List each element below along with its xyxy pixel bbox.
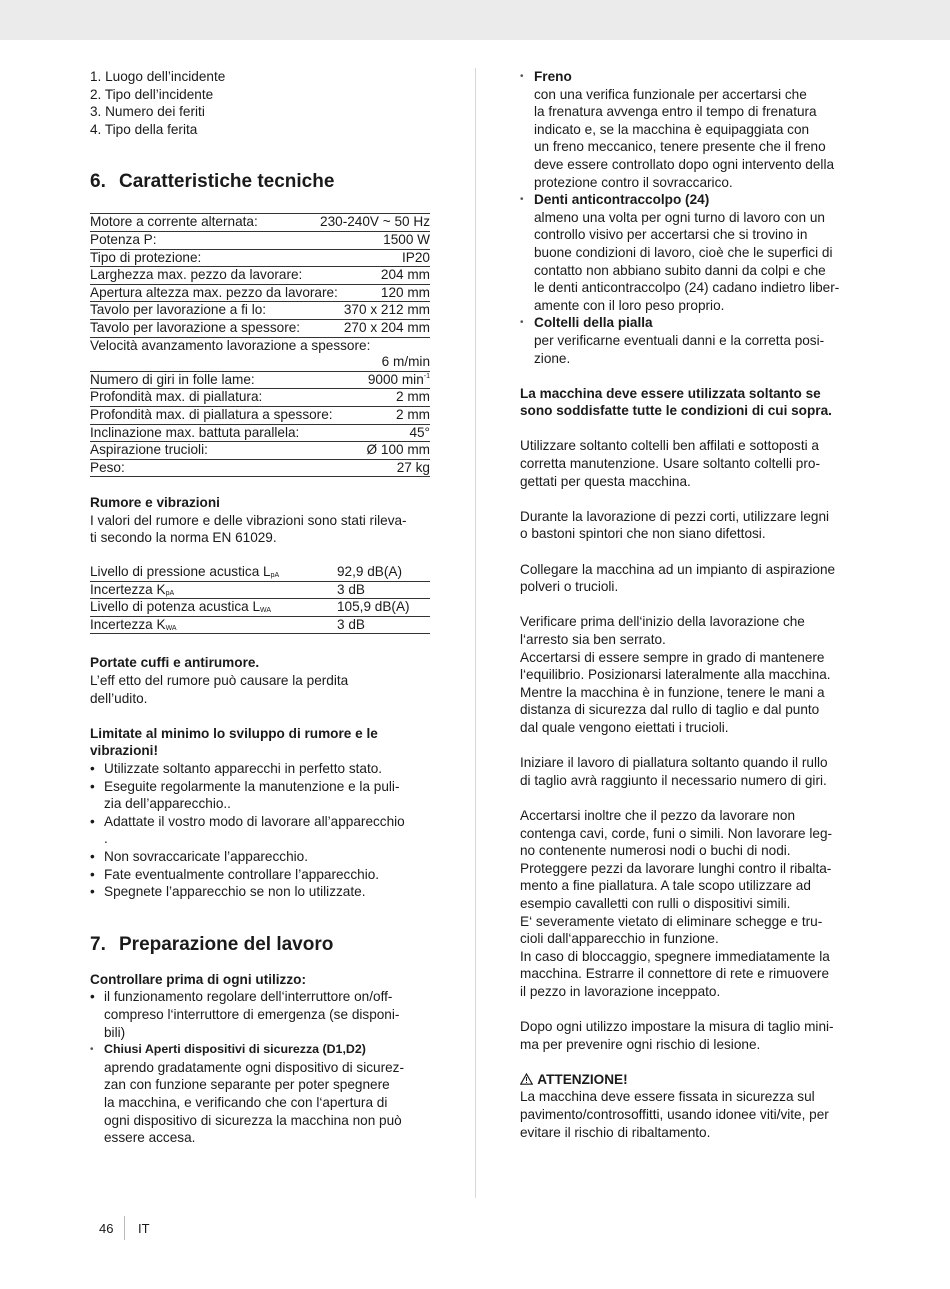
- list-item: [520, 68, 862, 191]
- spec-label: Motore a corrente alternata:: [90, 214, 258, 230]
- paragraph-line: l‘arresto sia ben serrato.: [520, 632, 666, 647]
- list-item-line: almeno una volta per ogni turno di lavoro con un: [534, 209, 825, 225]
- list-item: 3. Numero dei feriti: [90, 104, 205, 120]
- spec-row: [90, 285, 430, 303]
- spec-row: [90, 425, 430, 443]
- section-number: 7.: [90, 933, 106, 955]
- paragraph-line: dal quale vengono eiettati i trucioli.: [520, 719, 729, 735]
- paragraph-line: Proteggere pezzi da lavorare lunghi contro il ribalta-: [520, 860, 832, 876]
- noise-value: 105,9 dB(A): [337, 599, 410, 615]
- list-item: [90, 848, 430, 866]
- list-item: [90, 866, 430, 884]
- bullet-dot-icon: •: [90, 884, 95, 900]
- spec-row: [90, 354, 430, 372]
- spec-label: Tavolo per lavorazione a spessore:: [90, 319, 301, 335]
- noise-table: [90, 564, 430, 634]
- list-item-line: contatto non abbiano subito danni da colpi e che: [534, 262, 826, 278]
- paragraph-line: macchina. Estrarre il connettore di rete e rimuovere: [520, 966, 830, 982]
- paragraph-line: La macchina deve essere fissata in sicurezza sul: [520, 1089, 815, 1105]
- spec-label: Peso:: [90, 459, 125, 475]
- noise-text-line: ti secondo la norma EN 61029.: [90, 530, 277, 546]
- paragraph: [520, 561, 862, 596]
- noise-label-sub: WA: [165, 624, 177, 632]
- list-item: 2. Tipo dell’incidente: [90, 86, 214, 102]
- list-item-line: la macchina, e verificando che con l‘apertura di: [104, 1094, 388, 1110]
- spec-value-text: 9000 min: [367, 371, 424, 387]
- spec-row: [90, 338, 430, 355]
- list-item-text: [534, 191, 862, 314]
- spec-value: 45°: [409, 424, 430, 440]
- list-item-line: .: [104, 831, 108, 847]
- bullet-dot-icon: •: [90, 761, 95, 776]
- list-item-line: zione.: [534, 350, 571, 366]
- paragraph-line: di taglio avrà raggiunto il necessario numero di giri.: [520, 772, 827, 788]
- spec-row: [90, 250, 430, 268]
- list-item-text: [534, 68, 862, 191]
- noise-label-sub: WA: [260, 607, 272, 615]
- list-item-text: [104, 1041, 430, 1147]
- list-item-text: [104, 988, 430, 1041]
- list-item: 1. Luogo dell’incidente: [90, 69, 226, 84]
- bullet-dot-icon: •: [90, 778, 95, 794]
- paragraph: [520, 1018, 862, 1053]
- column-divider: [475, 68, 476, 1198]
- spec-value: 230-240V ~ 50 Hz: [320, 214, 430, 230]
- ear-text-line: dell’udito.: [90, 690, 148, 706]
- spec-label: Tavolo per lavorazione a fi lo:: [90, 302, 267, 318]
- list-item-text: [104, 778, 430, 813]
- list-item-line: Utilizzate soltanto apparecchi in perfetto stato.: [104, 761, 383, 776]
- section-7-heading: [90, 933, 430, 957]
- page-number: 46: [99, 1221, 114, 1236]
- noise-label-text: Livello di pressione acustica L: [90, 564, 271, 580]
- check-heading: Controllare prima di ogni utilizzo:: [90, 971, 306, 987]
- list-item-line: indicato e, se la macchina è equipaggiata con: [534, 121, 810, 137]
- paragraph-line: Utilizzare soltanto coltelli ben affilati e sottoposti a: [520, 438, 819, 454]
- noise-value: 92,9 dB(A): [337, 564, 402, 580]
- paragraph-line: o bastoni spintori che non siano difettosi.: [520, 526, 766, 542]
- list-item-line: buone condizioni di lavoro, cioè che le superfici di: [534, 244, 833, 260]
- paragraph-line: Accertarsi inoltre che il pezzo da lavorare non: [520, 807, 796, 823]
- warning-triangle-icon: [520, 1071, 534, 1089]
- bullet-dot-icon: •: [90, 848, 95, 864]
- ear-heading: Portate cuffi e antirumore.: [90, 655, 260, 671]
- spec-value: Ø 100 mm: [366, 442, 430, 458]
- list-item-line: Fate eventualmente controllare l’apparecchio.: [104, 866, 380, 882]
- noise-label-sub: pA: [165, 589, 175, 597]
- list-item: [520, 314, 862, 367]
- spec-row: [90, 320, 430, 338]
- limit-heading: vibrazioni!: [90, 743, 158, 759]
- spec-row: [90, 267, 430, 285]
- paragraph-line: corretta manutenzione. Usare soltanto coltelli pro-: [520, 456, 820, 472]
- list-item-text: [104, 848, 430, 866]
- list-item-line: Adattate il vostro modo di lavorare all’apparecchio: [104, 813, 405, 829]
- spec-value: 6 m/min: [381, 354, 430, 370]
- list-item-line: controllo visivo per accertarsi che si trovino in: [534, 227, 808, 243]
- spec-row: [90, 460, 430, 478]
- list-item-line: aprendo gradatamente ogni dispositivo di sicurez-: [104, 1059, 404, 1075]
- list-item: [90, 778, 430, 813]
- bullet-dot-icon: •: [520, 71, 524, 82]
- bullet-dot-icon: •: [90, 813, 95, 829]
- section-6-heading: [90, 170, 430, 194]
- list-item-text: [104, 866, 430, 884]
- paragraph-line: cioli dall‘apparecchio in funzione.: [520, 931, 719, 947]
- spec-label: Aspirazione trucioli:: [90, 442, 208, 458]
- noise-label-sub: pA: [270, 572, 280, 580]
- left-column: [90, 68, 430, 1147]
- paragraph-line: Collegare la macchina ad un impianto di aspirazione: [520, 561, 836, 577]
- spec-value: IP20: [402, 249, 430, 265]
- spec-row: [90, 372, 430, 390]
- spec-value: 2 mm: [396, 406, 430, 422]
- list-item-line: ogni dispositivo di sicurezza la macchina non può: [104, 1112, 402, 1128]
- list-item: [90, 988, 430, 1041]
- list-item: [90, 883, 430, 901]
- spec-table: [90, 213, 430, 477]
- list-item-text: [534, 314, 862, 367]
- spec-value-sup: -1: [423, 372, 430, 380]
- paragraph: [520, 807, 862, 1001]
- bold-paragraph: [520, 385, 862, 420]
- bullet-dot-icon: •: [520, 194, 524, 206]
- spec-value: [368, 372, 430, 389]
- limit-list: [90, 760, 430, 901]
- spec-row: [90, 407, 430, 425]
- list-item-text: [104, 813, 430, 848]
- list-item: [90, 760, 430, 778]
- paragraph-line: sono soddisfatte tutte le condizioni di cui sopra.: [520, 403, 832, 419]
- list-item-line: compreso l‘interruttore di emergenza (se disponi-: [104, 1006, 400, 1022]
- paragraph-line: distanza di sicurezza dal rullo di taglio e dal punto: [520, 702, 820, 718]
- list-item-title: Coltelli della pialla: [534, 315, 653, 331]
- spec-label: Larghezza max. pezzo da lavorare:: [90, 267, 303, 283]
- section-number: 6.: [90, 171, 106, 193]
- warning-title: ATTENZIONE!: [537, 1071, 628, 1087]
- list-item-line: Non sovraccaricate l’apparecchio.: [104, 848, 309, 864]
- list-item-line: Spegnete l’apparecchio se non lo utilizzate.: [104, 884, 366, 900]
- spec-label: Profondità max. di piallatura a spessore:: [90, 406, 333, 422]
- noise-text-line: I valori del rumore e delle vibrazioni sono stati rileva-: [90, 512, 407, 528]
- list-item: [520, 191, 862, 314]
- noise-row: [90, 564, 430, 582]
- section-title: Preparazione del lavoro: [119, 933, 334, 955]
- spec-value: 204 mm: [380, 267, 430, 283]
- spec-label: Apertura altezza max. pezzo da lavorare:: [90, 284, 338, 300]
- list-item: 4. Tipo della ferita: [90, 121, 198, 137]
- spec-value: 2 mm: [396, 389, 430, 405]
- section-title: Caratteristiche tecniche: [119, 171, 335, 193]
- spec-value: 1500 W: [383, 231, 430, 247]
- paragraph-line: Mentre la macchina è in funzione, tenere le mani a: [520, 684, 825, 700]
- list-item-title: Denti anticontraccolpo (24): [534, 192, 710, 208]
- paragraph-line: evitare il rischio di ribaltamento.: [520, 1124, 711, 1140]
- paragraph: [520, 437, 862, 490]
- list-item-line: essere accesa.: [104, 1130, 196, 1146]
- paragraph-line: La macchina deve essere utilizzata soltanto se: [520, 385, 821, 401]
- footer-divider: [124, 1216, 125, 1240]
- spec-row: [90, 442, 430, 460]
- bullet-dot-icon: •: [90, 866, 95, 882]
- spec-label: Profondità max. di piallatura:: [90, 389, 263, 405]
- spec-row: [90, 302, 430, 320]
- top-bar: [0, 0, 950, 40]
- paragraph-line: l‘equilibrio. Posizionarsi lateralmente alla macchina.: [520, 667, 831, 683]
- paragraph: [520, 613, 862, 736]
- noise-label-text: Incertezza K: [90, 581, 166, 597]
- list-item-line: il funzionamento regolare dell‘interruttore on/off-: [104, 989, 393, 1005]
- paragraph-line: E‘ severamente vietato di eliminare schegge e tru-: [520, 913, 823, 929]
- list-item-line: zia dell’apparecchio..: [104, 796, 231, 812]
- spec-row: [90, 214, 430, 232]
- list-item-text: [104, 883, 430, 901]
- paragraph-line: ma per prevenire ogni rischio di lesione.: [520, 1036, 761, 1052]
- list-item-line: deve essere controllato dopo ogni intervento della: [534, 156, 835, 172]
- spec-label: Velocità avanzamento lavorazione a spessore:: [90, 337, 371, 353]
- bullet-dot-icon: •: [520, 317, 524, 329]
- noise-row: [90, 599, 430, 617]
- noise-label: [90, 617, 337, 634]
- paragraph-line: Dopo ogni utilizzo impostare la misura di taglio mini-: [520, 1019, 834, 1035]
- list-item-title: Freno: [534, 69, 572, 84]
- list-item-text: [104, 760, 430, 778]
- noise-row: [90, 617, 430, 635]
- paragraph: [520, 508, 862, 543]
- paragraph-line: no contenente numerosi nodi o buchi di nodi.: [520, 843, 791, 859]
- spec-row: [90, 232, 430, 250]
- spec-row: [90, 389, 430, 407]
- noise-row: [90, 582, 430, 600]
- noise-value: 3 dB: [337, 616, 365, 632]
- language-code: IT: [138, 1221, 150, 1236]
- bullet-dot-icon: •: [90, 989, 95, 1005]
- list-item-line: Eseguite regolarmente la manutenzione e la puli-: [104, 778, 400, 794]
- list-item-line: amente con il loro peso proprio.: [534, 297, 725, 313]
- list-item-line: con una verifica funzionale per accertarsi che: [534, 86, 807, 102]
- spec-value: 270 x 204 mm: [343, 319, 430, 335]
- noise-heading: Rumore e vibrazioni: [90, 495, 220, 511]
- list-item-title: Chiusi Aperti dispositivi di sicurezza (D1,D2): [104, 1042, 366, 1057]
- list-item-line: le denti anticontraccolpo (24) cadano indietro liber-: [534, 280, 840, 296]
- spec-value: 27 kg: [396, 459, 430, 475]
- noise-label: [90, 599, 337, 616]
- list-item-line: protezione contro il sovraccarico.: [534, 174, 733, 190]
- list-item: [90, 813, 430, 848]
- paragraph-line: polveri o trucioli.: [520, 579, 619, 595]
- spec-label: Numero di giri in folle lame:: [90, 371, 255, 387]
- spec-value: 370 x 212 mm: [343, 302, 430, 318]
- spec-label: Tipo di protezione:: [90, 249, 202, 265]
- limit-heading: Limitate al minimo lo sviluppo di rumore e le: [90, 725, 378, 741]
- noise-label-text: Incertezza K: [90, 616, 166, 632]
- warning-heading: [520, 1071, 862, 1089]
- paragraph-line: mento a fine piallatura. A tale scopo utilizzare ad: [520, 878, 811, 894]
- incident-list: [90, 68, 430, 138]
- list-item-line: la frenatura avvenga entro il tempo di frenatura: [534, 104, 817, 120]
- list-item-line: bili): [104, 1024, 126, 1040]
- spec-label: Inclinazione max. battuta parallela:: [90, 424, 300, 440]
- paragraph-line: Verificare prima dell‘inizio della lavorazione che: [520, 614, 805, 630]
- list-item-line: per verificarne eventuali danni e la corretta posi-: [534, 332, 825, 348]
- paragraph-line: Iniziare il lavoro di piallatura soltanto quando il rullo: [520, 755, 828, 771]
- list-item: [90, 1041, 430, 1147]
- paragraph-line: In caso di bloccaggio, spegnere immediatamente la: [520, 948, 830, 964]
- warning-block: [520, 1071, 862, 1141]
- paragraph-line: Accertarsi di essere sempre in grado di mantenere: [520, 649, 825, 665]
- paragraph-line: gettati per questa macchina.: [520, 473, 691, 489]
- noise-value: 3 dB: [337, 581, 365, 597]
- spec-label: Potenza P:: [90, 231, 157, 247]
- list-item-line: un freno meccanico, tenere presente che il freno: [534, 139, 826, 155]
- paragraph-line: il pezzo in lavorazione inceppato.: [520, 983, 721, 999]
- paragraph: [520, 754, 862, 789]
- noise-label-text: Livello di potenza acustica L: [90, 599, 261, 615]
- noise-label: [90, 564, 337, 581]
- paragraph-line: Durante la lavorazione di pezzi corti, utilizzare legni: [520, 508, 830, 524]
- ear-text-line: L’eff etto del rumore può causare la perdita: [90, 673, 349, 689]
- paragraph-line: pavimento/controsoffitti, usando idonee viti/vite, per: [520, 1107, 829, 1123]
- bullet-dot-icon: •: [90, 1044, 94, 1056]
- paragraph-line: contenga cavi, corde, funi o simili. Non lavorare leg-: [520, 825, 833, 841]
- paragraph-line: esempio cavalletti con rulli o dispositivi simili.: [520, 895, 791, 911]
- noise-label: [90, 582, 337, 599]
- right-column: [520, 68, 862, 1141]
- spec-value: 120 mm: [380, 284, 430, 300]
- list-item-line: zan con funzione separante per poter spegnere: [104, 1077, 390, 1093]
